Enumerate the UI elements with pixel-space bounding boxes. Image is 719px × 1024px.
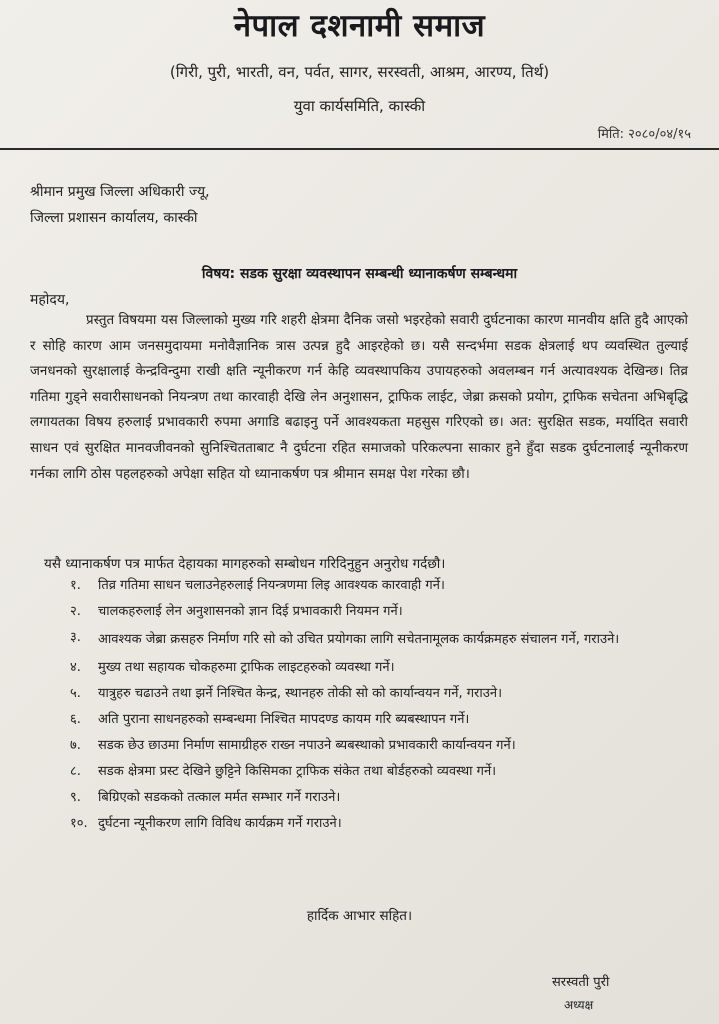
- demand-item: [70, 684, 690, 704]
- demand-text: सडक क्षेत्रमा प्रस्ट देखिने छुट्टिने किसिमका ट्राफिक संकेत तथा बोर्डहरुको व्यवस्था गर्ने।: [98, 764, 497, 779]
- request-intro: यसै ध्यानाकर्षण पत्र मार्फत देहायका मागहरुको सम्बोधन गरिदिनुहुन अनुरोध गर्दछौ।: [44, 556, 446, 572]
- recipient-line-1: श्रीमान प्रमुख जिल्ला अधिकारी ज्यू,: [30, 184, 210, 200]
- demand-item: [70, 576, 690, 596]
- demand-number: १.: [70, 578, 81, 593]
- letter-subject: विषय: सडक सुरक्षा व्यवस्थापन सम्बन्धी ध्यानाकर्षण सम्बन्धमा: [201, 266, 518, 282]
- demand-number: ३.: [70, 630, 81, 645]
- organization-title: नेपाल दशनामी समाज: [233, 8, 486, 44]
- demand-text: आवश्यक जेब्रा क्रसहरु निर्माण गरि सो को उचित प्रयोगका लागि सचेतनामूलक कार्यक्रमहरु संचालन गर्ने, गराउने।: [98, 632, 620, 647]
- demand-text: चालकहरुलाई लेन अनुशासनको ज्ञान दिई प्रभावकारी नियमन गर्ने।: [98, 604, 403, 619]
- demand-number: ७.: [70, 738, 81, 753]
- demand-item: [70, 628, 690, 652]
- demand-text: मुख्य तथा सहायक चोकहरुमा ट्राफिक लाइटहरुको व्यवस्था गर्ने।: [98, 660, 395, 675]
- demand-number: ६.: [70, 712, 81, 727]
- demand-item: [70, 814, 690, 834]
- demand-text: सडक छेउ छाउमा निर्माण सामाग्रीहरु राख्न नपाउने ब्यबस्थाको प्रभावकारी कार्यान्वयन गर्ने।: [98, 738, 516, 753]
- demand-item: [70, 788, 690, 808]
- demand-item: [70, 658, 690, 678]
- demand-text: अति पुराना साधनहरुको सम्बन्धमा निश्चित मापदण्ड कायम गरि ब्यबस्थापन गर्ने।: [98, 712, 470, 727]
- letter-date: मिति: २०८०/०४/१५: [597, 127, 691, 142]
- demand-item: [70, 602, 690, 622]
- organization-committee: युवा कार्यसमिति, कास्की: [293, 97, 426, 115]
- demand-item: [70, 762, 690, 782]
- body-paragraph: प्रस्तुत विषयमा यस जिल्लाको मुख्य गरि शहरी क्षेत्रमा दैनिक जसो भइरहेको सवारी दुर्घटनाका कारण मानवीय क्षति हुदै आएको र सोहि कारण आम जनसमुदायमा मनोवैज्ञानिक त्रास उत्पन्न हुदै आइरहेको छ। यसै सन्दर्भमा सडक क्षेत्रलाई थप व्यवस्थित तुल्याई जनधनको सुरक्षालाई केन्द्रविन्दुमा राखी क्षति न्यूनीकरण गर्न केहि व्यवस्थापकिय उपायहरुको अवलम्बन गर्न अत्यावश्यक देखिन्छ। तिव्र गतिमा गुड्ने सवारीसाधनको नियन्त्रण तथा कारवाही देखि लेन अनुशासन, ट्राफिक लाईट, जेब्रा क्रसको प्रयोग, ट्राफिक सचेतना अभिबृद्धि लगायतका विषय हरुलाई प्रभावकारी रुपमा अगाडि बढाइनु पर्ने आवश्यकता महसुस गरिएको छ। अत: सुरक्षित सडक, मर्यादित सवारी साधन एवं सुरक्षित मानवजीवनको सुनिश्चितताबाट नै दुर्घटना रहित समाजको परिकल्पना साकार हुने हुँदा सडक दुर्घटनालाई न्यूनीकरण गर्नका लागि ठोस पहलहरुको अपेक्षा सहित यो ध्यानाकर्षण पत्र श्रीमान समक्ष पेश गरेका छौ।: [30, 313, 688, 482]
- demand-text: तिव्र गतिमा साधन चलाउनेहरुलाई नियन्त्रणमा लिइ आवश्यक कारवाही गर्ने।: [98, 578, 445, 593]
- demand-text: दुर्घटना न्यूनीकरण लागि विविध कार्यक्रम गर्ने गराउने।: [98, 816, 342, 831]
- demand-number: ८.: [70, 764, 81, 779]
- letterhead-divider: [0, 148, 719, 150]
- salutation: महोदय,: [30, 292, 70, 308]
- organization-subtitle: (गिरी, पुरी, भारती, वन, पर्वत, सागर, सरस्वती, आश्रम, आरण्य, तिर्थ): [169, 63, 550, 81]
- recipient-line-2: जिल्ला प्रशासन कार्यालय, कास्की: [30, 210, 198, 226]
- demand-text: बिग्रिएको सडकको तत्काल मर्मत सम्भार गर्ने गराउने।: [98, 790, 341, 805]
- demand-number: ५.: [70, 686, 81, 701]
- demand-item: [70, 736, 690, 756]
- closing-line: हार्दिक आभार सहित।: [306, 908, 413, 924]
- demand-item: [70, 710, 690, 730]
- demand-list: [70, 576, 690, 834]
- signatory-name: सरस्वती पुरी: [552, 975, 610, 990]
- demand-number: ४.: [70, 660, 81, 675]
- demand-text: यात्रुहरु चढाउने तथा झर्ने निश्चित केन्द्र, स्थानहरु तोकी सो को कार्यान्वयन गर्ने, गराउने।: [98, 686, 502, 701]
- signatory-role: अध्यक्ष: [564, 998, 594, 1012]
- demand-number: १०.: [70, 816, 88, 831]
- demand-number: ९.: [70, 790, 81, 805]
- demand-number: २.: [70, 604, 81, 619]
